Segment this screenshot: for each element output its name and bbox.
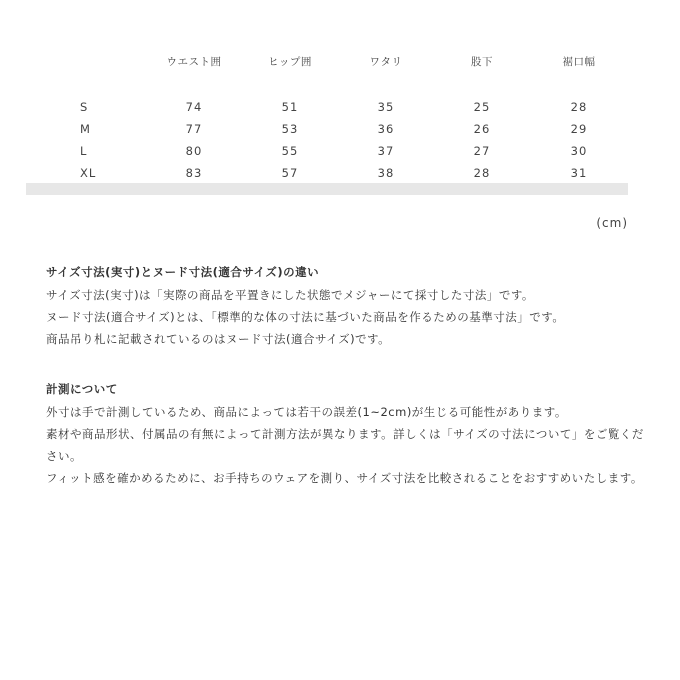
size-table-header-row — [26, 44, 628, 78]
header-waist: ウエスト囲 — [166, 55, 222, 68]
thigh-value: 36 — [377, 122, 395, 136]
hip-value: 53 — [281, 122, 299, 136]
table-row — [26, 118, 628, 140]
inseam-value: 25 — [473, 100, 491, 114]
measurement-heading: 計測について — [46, 382, 118, 396]
size-label: M — [80, 122, 91, 136]
measurement-line: 素材や商品形状、付属品の有無によって計測方法が異なります。詳しくは「サイズの寸法について」をご覧ください。 — [46, 427, 644, 463]
thigh-value: 37 — [377, 144, 395, 158]
header-hem-width: 裾口幅 — [562, 55, 596, 68]
waist-value: 80 — [185, 144, 203, 158]
hip-value: 57 — [281, 166, 299, 180]
header-hip: ヒップ囲 — [268, 55, 312, 68]
measurement-line: フィット感を確かめるために、お手持ちのウェアを測り、サイズ寸法を比較されることをおすすめいたします。 — [46, 471, 643, 485]
hem-width-value: 29 — [570, 122, 588, 136]
header-inseam: 股下 — [471, 55, 493, 68]
size-difference-heading: サイズ寸法(実寸)とヌード寸法(適合サイズ)の違い — [46, 265, 320, 279]
size-difference-line: ヌード寸法(適合サイズ)とは、「標準的な体の寸法に基づいた商品を作るための基準寸法」です。 — [46, 310, 565, 324]
measurement-line: 外寸は手で計測しているため、商品によっては若干の誤差(1~2cm)が生じる可能性があります。 — [46, 405, 567, 419]
table-row — [26, 96, 628, 118]
size-difference-line: 商品吊り札に記載されているのはヌード寸法(適合サイズ)です。 — [46, 332, 391, 346]
unit-label: (cm) — [596, 216, 628, 230]
waist-value: 83 — [185, 166, 203, 180]
hem-width-value: 30 — [570, 144, 588, 158]
hip-value: 51 — [281, 100, 299, 114]
table-row — [26, 162, 628, 184]
thigh-value: 38 — [377, 166, 395, 180]
size-label: L — [80, 144, 88, 158]
size-difference-line: サイズ寸法(実寸)は「実際の商品を平置きにした状態でメジャーにて採寸した寸法」です。 — [46, 288, 534, 302]
size-label: S — [80, 100, 89, 114]
waist-value: 74 — [185, 100, 203, 114]
size-difference-section — [46, 260, 646, 350]
inseam-value: 28 — [473, 166, 491, 180]
inseam-value: 26 — [473, 122, 491, 136]
thigh-value: 35 — [377, 100, 395, 114]
inseam-value: 27 — [473, 144, 491, 158]
header-size — [26, 44, 146, 78]
table-divider-bar — [26, 183, 628, 195]
size-table — [26, 44, 628, 184]
hem-width-value: 28 — [570, 100, 588, 114]
header-thigh: ワタリ — [369, 55, 403, 68]
waist-value: 77 — [185, 122, 203, 136]
hem-width-value: 31 — [570, 166, 588, 180]
hip-value: 55 — [281, 144, 299, 158]
size-label: XL — [80, 166, 97, 180]
table-row — [26, 140, 628, 162]
measurement-section — [46, 377, 646, 489]
